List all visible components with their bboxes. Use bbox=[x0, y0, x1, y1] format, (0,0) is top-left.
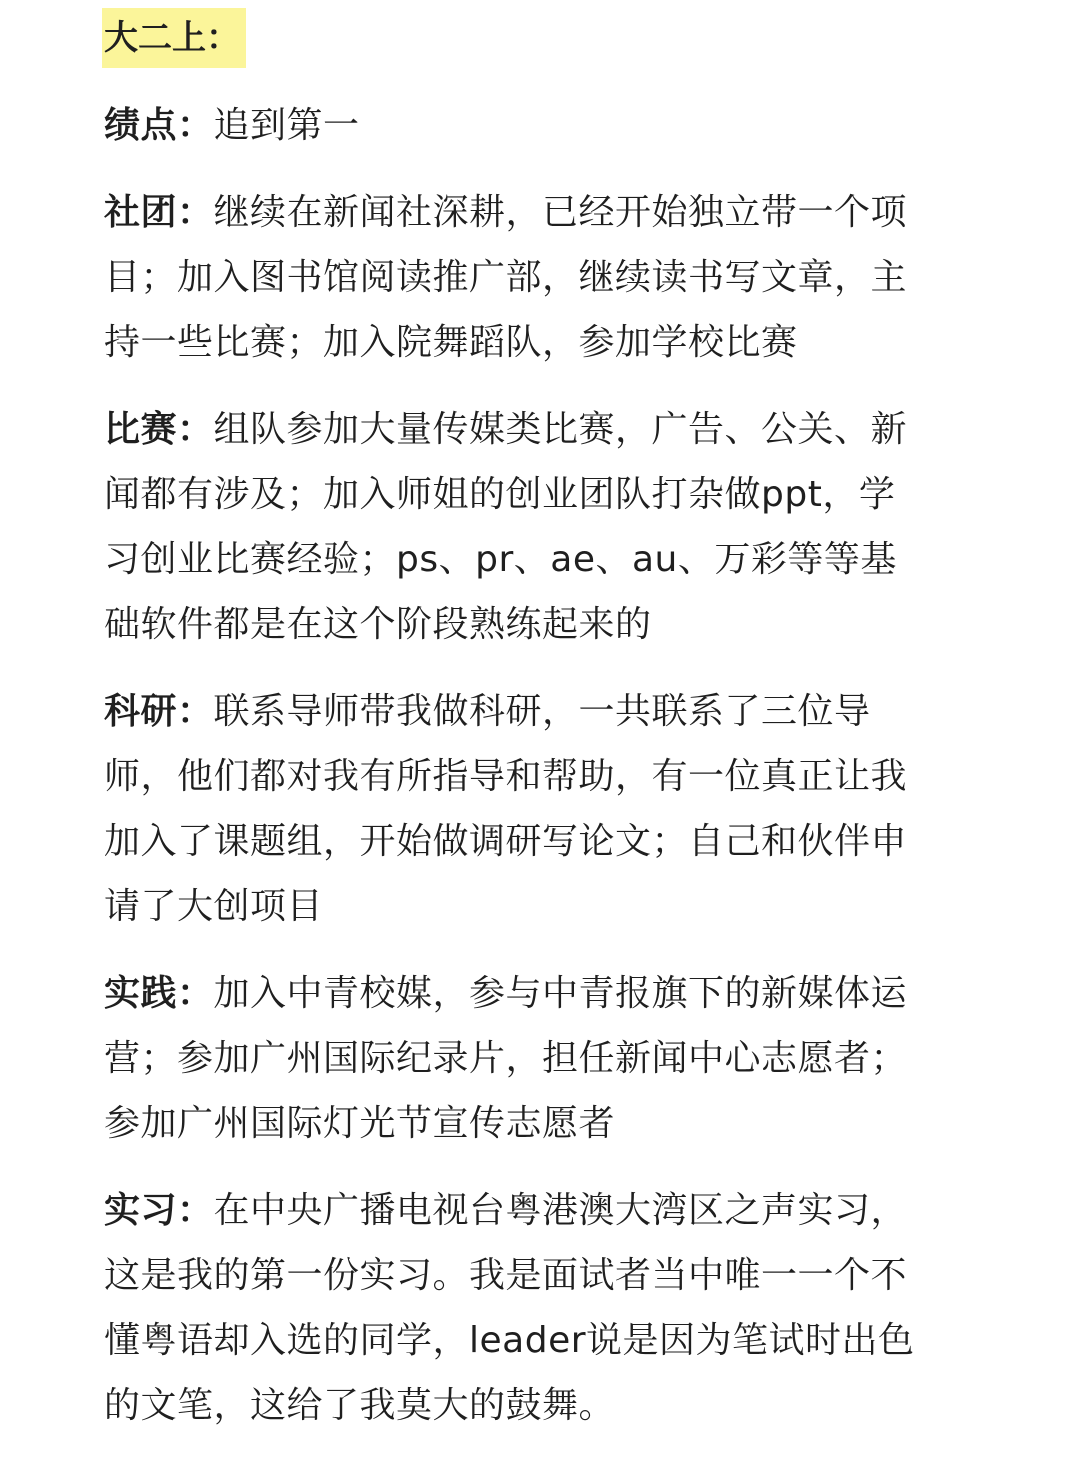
section-competitions bbox=[104, 397, 926, 657]
section-colon: ： bbox=[177, 1190, 214, 1231]
section-text: 联系导师带我做科研，一共联系了三位导师，他们都对我有所指导和帮助，有一位真正让我加入了课题组，开始做调研写论文；自己和伙伴申请了大创项目 bbox=[104, 691, 908, 927]
section-text: 在中央广播电视台粤港澳大湾区之声实习，这是我的第一份实习。我是面试者当中唯一一个不懂粤语却入选的同学，leader说是因为笔试时出色的文笔，这给了我莫大的鼓舞。 bbox=[104, 1190, 915, 1426]
section-gpa bbox=[104, 93, 926, 158]
section-label: 实习 bbox=[104, 1190, 178, 1231]
section-text: 加入中青校媒，参与中青报旗下的新媒体运营；参加广州国际纪录片，担任新闻中心志愿者；参加广州国际灯光节宣传志愿者 bbox=[104, 973, 908, 1144]
section-clubs bbox=[104, 180, 926, 375]
heading-highlight: 大二上： bbox=[102, 8, 246, 68]
section-text: 追到第一 bbox=[213, 105, 360, 146]
section-label: 社团 bbox=[104, 192, 178, 233]
section-label: 比赛 bbox=[104, 409, 178, 450]
section-colon: ： bbox=[177, 409, 214, 450]
section-colon: ： bbox=[177, 105, 214, 146]
section-colon: ： bbox=[177, 973, 214, 1014]
section-label: 实践 bbox=[104, 973, 178, 1014]
section-practice bbox=[104, 961, 926, 1156]
section-colon: ： bbox=[177, 691, 214, 732]
section-text: 继续在新闻社深耕，已经开始独立带一个项目；加入图书馆阅读推广部，继续读书写文章，主持一些比赛；加入院舞蹈队，参加学校比赛 bbox=[104, 192, 908, 363]
section-label: 绩点 bbox=[104, 105, 178, 146]
section-internship bbox=[104, 1178, 926, 1438]
section-research bbox=[104, 679, 926, 939]
section-colon: ： bbox=[177, 192, 214, 233]
document-page bbox=[104, 8, 926, 1438]
section-label: 科研 bbox=[104, 691, 178, 732]
section-text: 组队参加大量传媒类比赛，广告、公关、新闻都有涉及；加入师姐的创业团队打杂做ppt，学习创业比赛经验；ps、pr、ae、au、万彩等等基础软件都是在这个阶段熟练起来的 bbox=[104, 409, 908, 645]
